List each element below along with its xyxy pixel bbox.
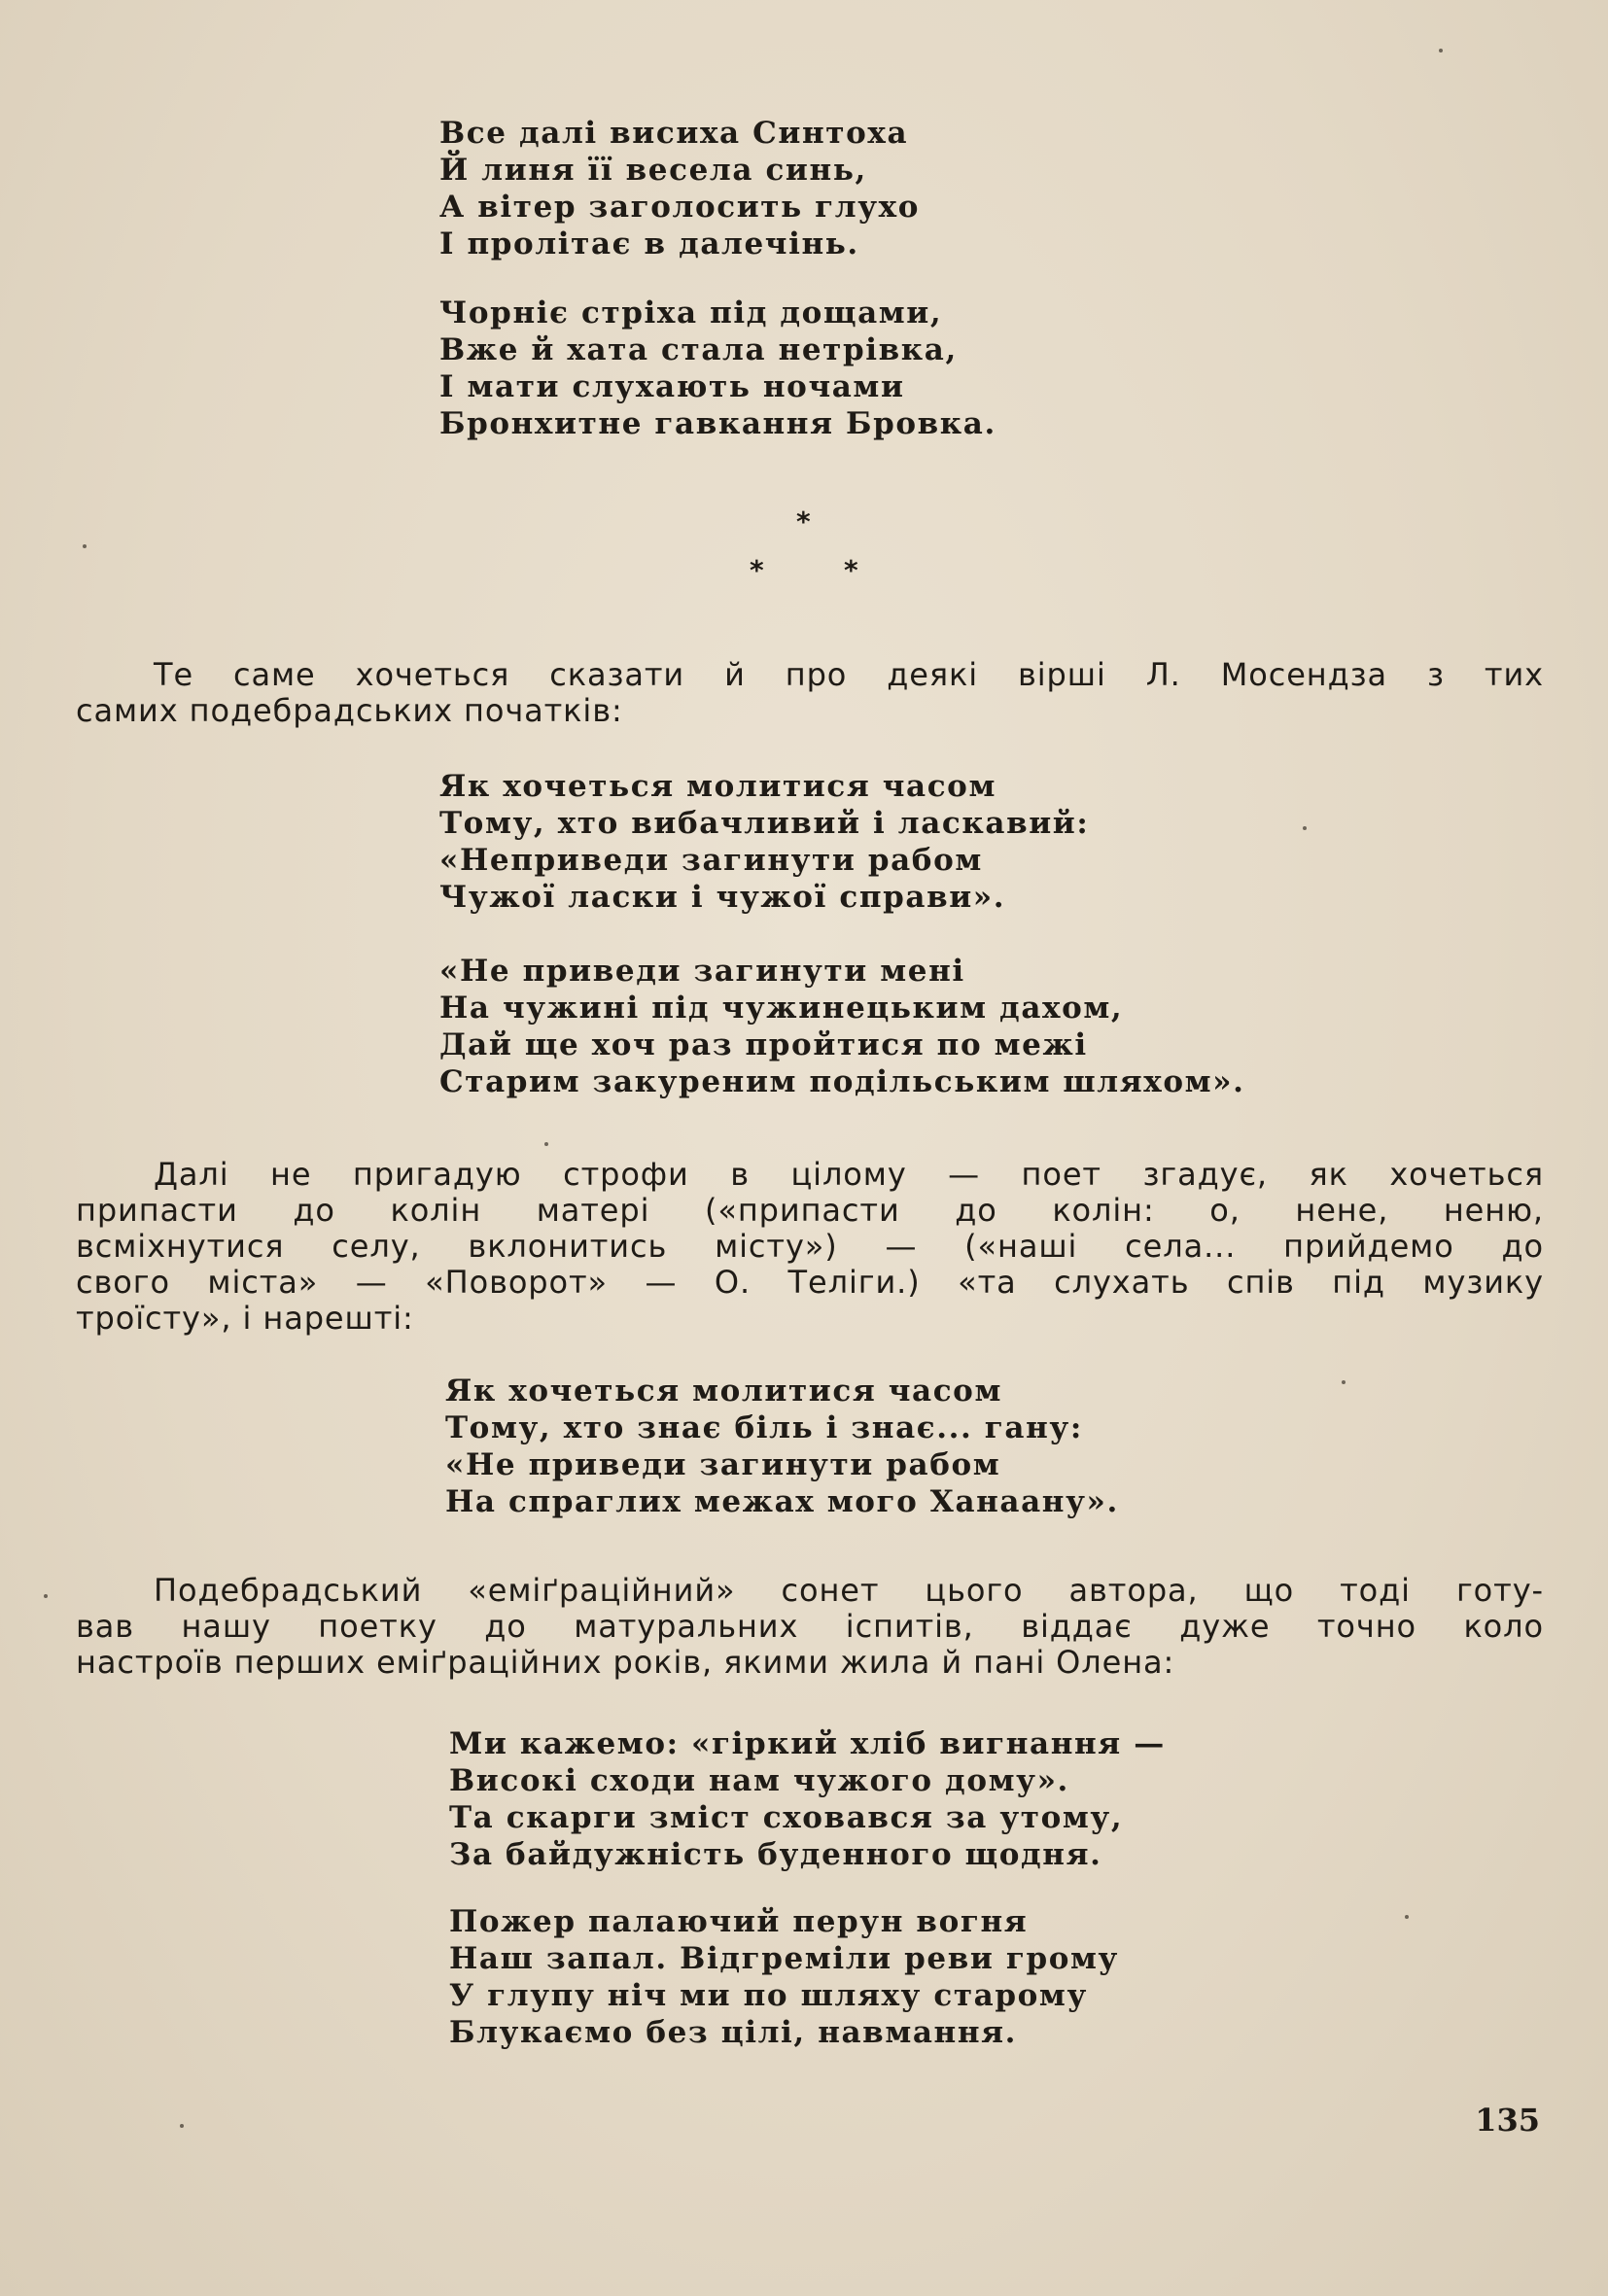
stanza-3: [439, 768, 1089, 916]
paragraph-1: [76, 657, 1544, 729]
verse-line: Пожер палаючий перун вогня: [449, 1904, 1029, 1939]
paragraph-2: [76, 1157, 1544, 1337]
verse-line: Наш запал. Відгреміли реви грому: [449, 1941, 1120, 1976]
verse-line: Бронхитне гавкання Бровка.: [439, 406, 996, 441]
verse-line: Високі сходи нам чужого дому».: [449, 1763, 1069, 1798]
prose-line: всміхнутися селу, вклонитись місту») — («наші села... прийдемо до: [76, 1229, 1544, 1265]
separator-star-top: *: [796, 505, 811, 538]
paper-speck: [1405, 1915, 1409, 1919]
verse-line: Ми кажемо: «гіркий хліб вигнання —: [449, 1726, 1166, 1761]
stanza-7: [449, 1903, 1119, 2051]
paper-speck: [180, 2124, 184, 2128]
verse-line: «Неприведи загинути рабом: [439, 843, 983, 878]
verse-line: У глупу ніч ми по шляху старому: [449, 1978, 1088, 2013]
verse-line: Як хочеться молитися часом: [445, 1374, 1002, 1409]
verse-line: А вітер заголосить глухо: [439, 190, 920, 225]
verse-line: На чужині під чужинецьким дахом,: [439, 991, 1124, 1026]
verse-line: Дай ще хоч раз пройтися по межі: [439, 1027, 1088, 1062]
stanza-4: [439, 953, 1245, 1100]
page-number: 135: [1475, 2102, 1540, 2139]
verse-line: І пролітає в далечінь.: [439, 226, 859, 261]
prose-line: Подебрадський «еміґраційний» сонет цього автора, що тоді готу-: [154, 1573, 1544, 1609]
verse-line: Та скарги зміст сховався за утому,: [449, 1800, 1124, 1835]
prose-line: припасти до колін матері («припасти до колін: о, нене, нeню,: [76, 1193, 1544, 1229]
paper-speck: [544, 1142, 548, 1146]
verse-line: Й линя її весела синь,: [439, 153, 867, 188]
separator-star-right: *: [844, 554, 858, 586]
prose-line: вав нашу поетку до матуральних іспитів, віддає дуже точно коло: [76, 1609, 1544, 1645]
paper-speck: [1342, 1380, 1346, 1384]
paragraph-3: [76, 1573, 1544, 1681]
verse-line: Як хочеться молитися часом: [439, 769, 996, 804]
verse-line: І мати слухають ночами: [439, 369, 905, 404]
prose-line: настроїв перших еміґраційних років, якими жила й пані Олена:: [76, 1645, 1175, 1681]
verse-line: Все далі висиха Синтоха: [439, 116, 909, 151]
prose-line: самих подебрадських початків:: [76, 693, 623, 729]
paper-speck: [1303, 826, 1307, 830]
verse-line: Блукаємо без цілі, навмання.: [449, 2015, 1018, 2050]
paper-speck: [44, 1594, 48, 1598]
stanza-5: [445, 1373, 1119, 1520]
stanza-1: [439, 115, 920, 262]
verse-line: «Не приведи загинути рабом: [445, 1447, 1001, 1482]
verse-line: Тому, хто вибачливий і ласкавий:: [439, 806, 1090, 841]
verse-line: Чорніє стріха під дощами,: [439, 296, 943, 330]
stanza-2: [439, 295, 996, 442]
verse-line: Тому, хто знає біль і знає... гану:: [445, 1410, 1083, 1445]
prose-line: троїсту», і нарешті:: [76, 1301, 414, 1337]
verse-line: Чужої ласки і чужої справи».: [439, 880, 1006, 915]
separator-star-left: *: [750, 554, 764, 586]
prose-line: Далі не пригадую строфи в цілому — поет згадує, як хочеться: [154, 1157, 1544, 1193]
verse-line: На спраглих межах мого Ханаану».: [445, 1484, 1119, 1519]
verse-line: За байдужність буденного щодня.: [449, 1837, 1102, 1872]
paper-speck: [83, 544, 87, 548]
verse-line: Старим закуреним подільським шляхом».: [439, 1064, 1245, 1099]
prose-line: Те саме хочеться сказати й про деякі вірші Л. Мосендза з тих: [154, 657, 1544, 693]
verse-line: «Не приведи загинути мені: [439, 954, 965, 989]
stanza-6: [449, 1725, 1166, 1873]
paper-speck: [1439, 49, 1443, 52]
verse-line: Вже й хата стала нетрівка,: [439, 332, 958, 367]
prose-line: свого міста» — «Поворот» — О. Теліги.) «та слухать спів під музику: [76, 1265, 1544, 1301]
